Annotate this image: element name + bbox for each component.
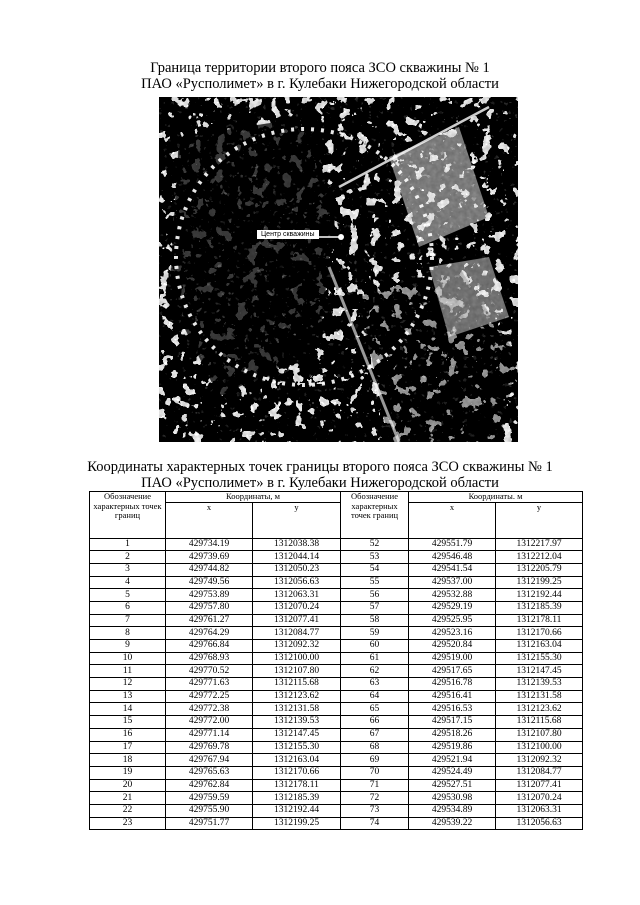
cell-x-right: 429520.84: [409, 640, 496, 653]
cell-x-left: 429751.77: [166, 817, 253, 830]
map-title-line1: Граница территории второго пояса ЗСО скважины № 1: [150, 60, 490, 76]
table-row: [90, 589, 583, 602]
table-title: [0, 459, 640, 491]
cell-x-right: 429525.95: [409, 614, 496, 627]
cell-point-right: 57: [341, 601, 409, 614]
table-row: [90, 817, 583, 830]
table-row: [90, 614, 583, 627]
cell-y-right: 1312107.80: [496, 728, 583, 741]
satellite-map: [159, 97, 518, 442]
cell-point-left: 13: [90, 690, 166, 703]
cell-x-left: 429739.69: [166, 551, 253, 564]
cell-y-left: 1312131.58: [253, 703, 341, 716]
cell-y-left: 1312163.04: [253, 754, 341, 767]
coordinates-table: [89, 491, 583, 830]
table-row: [90, 766, 583, 779]
cell-y-right: 1312077.41: [496, 779, 583, 792]
cell-point-left: 9: [90, 640, 166, 653]
cell-y-left: 1312139.53: [253, 716, 341, 729]
cell-point-right: 65: [341, 703, 409, 716]
cell-y-left: 1312123.62: [253, 690, 341, 703]
table-row: [90, 640, 583, 653]
cell-point-left: 6: [90, 601, 166, 614]
cell-y-left: 1312070.24: [253, 601, 341, 614]
cell-point-left: 22: [90, 804, 166, 817]
table-row: [90, 741, 583, 754]
table-row: [90, 792, 583, 805]
cell-y-right: 1312212.04: [496, 551, 583, 564]
cell-x-left: 429757.80: [166, 601, 253, 614]
cell-point-left: 21: [90, 792, 166, 805]
cell-x-right: 429546.48: [409, 551, 496, 564]
cell-y-left: 1312155.30: [253, 741, 341, 754]
cell-point-right: 55: [341, 576, 409, 589]
cell-x-right: 429519.86: [409, 741, 496, 754]
cell-x-left: 429765.63: [166, 766, 253, 779]
cell-x-right: 429521.94: [409, 754, 496, 767]
map-title: [0, 60, 640, 92]
cell-x-left: 429762.84: [166, 779, 253, 792]
cell-point-left: 4: [90, 576, 166, 589]
cell-x-left: 429761.27: [166, 614, 253, 627]
table-row: [90, 563, 583, 576]
cell-point-right: 58: [341, 614, 409, 627]
cell-y-left: 1312147.45: [253, 728, 341, 741]
cell-point-left: 18: [90, 754, 166, 767]
cell-y-left: 1312178.11: [253, 779, 341, 792]
cell-x-right: 429518.26: [409, 728, 496, 741]
cell-y-left: 1312170.66: [253, 766, 341, 779]
cell-y-left: 1312077.41: [253, 614, 341, 627]
cell-y-left: 1312192.44: [253, 804, 341, 817]
cell-x-left: 429770.52: [166, 665, 253, 678]
cell-x-left: 429772.25: [166, 690, 253, 703]
cell-x-left: 429771.14: [166, 728, 253, 741]
point-header-left: Обозначение характерных точек границ: [90, 492, 166, 539]
cell-y-left: 1312185.39: [253, 792, 341, 805]
table-row: [90, 716, 583, 729]
table-row: [90, 652, 583, 665]
cell-x-right: 429541.54: [409, 563, 496, 576]
table-row: [90, 754, 583, 767]
table-row: [90, 678, 583, 691]
table-row: [90, 728, 583, 741]
cell-point-right: 71: [341, 779, 409, 792]
table-row: [90, 576, 583, 589]
cell-y-left: 1312092.32: [253, 640, 341, 653]
y-header-right: y: [496, 502, 583, 538]
cell-y-right: 1312139.53: [496, 678, 583, 691]
cell-y-right: 1312192.44: [496, 589, 583, 602]
cell-point-left: 20: [90, 779, 166, 792]
cell-point-right: 56: [341, 589, 409, 602]
cell-point-right: 68: [341, 741, 409, 754]
coords-header-right: Координаты. м: [409, 492, 583, 503]
cell-y-right: 1312115.68: [496, 716, 583, 729]
cell-x-left: 429772.38: [166, 703, 253, 716]
cell-point-right: 52: [341, 538, 409, 551]
table-row: [90, 690, 583, 703]
table-row: [90, 665, 583, 678]
cell-x-left: 429749.56: [166, 576, 253, 589]
x-header-left: x: [166, 502, 253, 538]
cell-y-right: 1312178.11: [496, 614, 583, 627]
cell-point-right: 62: [341, 665, 409, 678]
cell-point-left: 11: [90, 665, 166, 678]
table-row: [90, 551, 583, 564]
cell-y-right: 1312217.97: [496, 538, 583, 551]
cell-y-left: 1312056.63: [253, 576, 341, 589]
cell-x-right: 429529.19: [409, 601, 496, 614]
cell-x-right: 429524.49: [409, 766, 496, 779]
cell-x-left: 429753.89: [166, 589, 253, 602]
cell-x-left: 429772.00: [166, 716, 253, 729]
cell-point-right: 70: [341, 766, 409, 779]
cell-y-right: 1312070.24: [496, 792, 583, 805]
cell-y-left: 1312063.31: [253, 589, 341, 602]
cell-point-left: 1: [90, 538, 166, 551]
cell-point-right: 64: [341, 690, 409, 703]
cell-y-right: 1312163.04: [496, 640, 583, 653]
coords-header-left: Координаты, м: [166, 492, 341, 503]
table-row: [90, 804, 583, 817]
cell-y-right: 1312084.77: [496, 766, 583, 779]
cell-y-right: 1312155.30: [496, 652, 583, 665]
cell-x-left: 429766.84: [166, 640, 253, 653]
cell-x-right: 429530.98: [409, 792, 496, 805]
table-title-line1: Координаты характерных точек границы второго пояса ЗСО скважины № 1: [87, 459, 553, 475]
cell-x-right: 429539.22: [409, 817, 496, 830]
cell-point-right: 53: [341, 551, 409, 564]
cell-point-left: 23: [90, 817, 166, 830]
cell-y-right: 1312170.66: [496, 627, 583, 640]
cell-x-left: 429769.78: [166, 741, 253, 754]
cell-x-right: 429537.00: [409, 576, 496, 589]
cell-x-right: 429519.00: [409, 652, 496, 665]
cell-point-left: 7: [90, 614, 166, 627]
cell-y-right: 1312063.31: [496, 804, 583, 817]
cell-point-left: 15: [90, 716, 166, 729]
cell-x-left: 429767.94: [166, 754, 253, 767]
x-header-right: x: [409, 502, 496, 538]
cell-point-right: 69: [341, 754, 409, 767]
cell-x-right: 429516.41: [409, 690, 496, 703]
cell-x-left: 429759.59: [166, 792, 253, 805]
table-title-line2: ПАО «Русполимет» в г. Кулебаки Нижегородской области: [141, 475, 499, 491]
cell-y-left: 1312115.68: [253, 678, 341, 691]
cell-y-right: 1312056.63: [496, 817, 583, 830]
cell-point-right: 74: [341, 817, 409, 830]
cell-point-left: 2: [90, 551, 166, 564]
cell-point-right: 67: [341, 728, 409, 741]
cell-y-right: 1312199.25: [496, 576, 583, 589]
table-row: [90, 627, 583, 640]
table-row: [90, 538, 583, 551]
cell-point-left: 3: [90, 563, 166, 576]
cell-point-left: 19: [90, 766, 166, 779]
cell-x-right: 429534.89: [409, 804, 496, 817]
table-row: [90, 601, 583, 614]
cell-point-right: 54: [341, 563, 409, 576]
cell-point-right: 73: [341, 804, 409, 817]
cell-y-left: 1312100.00: [253, 652, 341, 665]
point-header-right: Обозначение характерных точек границ: [341, 492, 409, 539]
cell-x-left: 429755.90: [166, 804, 253, 817]
cell-point-left: 8: [90, 627, 166, 640]
cell-x-right: 429532.88: [409, 589, 496, 602]
cell-point-left: 17: [90, 741, 166, 754]
cell-x-left: 429744.82: [166, 563, 253, 576]
cell-y-right: 1312100.00: [496, 741, 583, 754]
cell-x-right: 429527.51: [409, 779, 496, 792]
cell-y-left: 1312044.14: [253, 551, 341, 564]
cell-x-right: 429516.78: [409, 678, 496, 691]
table-body: [90, 538, 583, 830]
cell-point-left: 12: [90, 678, 166, 691]
cell-y-left: 1312084.77: [253, 627, 341, 640]
cell-y-right: 1312205.79: [496, 563, 583, 576]
cell-point-right: 66: [341, 716, 409, 729]
cell-point-right: 72: [341, 792, 409, 805]
cell-y-right: 1312131.58: [496, 690, 583, 703]
cell-point-right: 60: [341, 640, 409, 653]
cell-y-right: 1312092.32: [496, 754, 583, 767]
cell-x-left: 429768.93: [166, 652, 253, 665]
cell-point-right: 63: [341, 678, 409, 691]
cell-y-right: 1312185.39: [496, 601, 583, 614]
cell-x-left: 429734.19: [166, 538, 253, 551]
cell-point-left: 5: [90, 589, 166, 602]
cell-point-left: 10: [90, 652, 166, 665]
cell-x-right: 429516.53: [409, 703, 496, 716]
cell-x-right: 429517.15: [409, 716, 496, 729]
table-row: [90, 703, 583, 716]
table-row: [90, 779, 583, 792]
cell-point-left: 16: [90, 728, 166, 741]
cell-y-right: 1312147.45: [496, 665, 583, 678]
cell-x-left: 429764.29: [166, 627, 253, 640]
well-center-label: Центр скважины: [257, 230, 319, 239]
cell-x-left: 429771.63: [166, 678, 253, 691]
cell-point-right: 59: [341, 627, 409, 640]
cell-y-left: 1312107.80: [253, 665, 341, 678]
satellite-image: [159, 97, 518, 442]
cell-x-right: 429517.65: [409, 665, 496, 678]
cell-point-left: 14: [90, 703, 166, 716]
cell-y-right: 1312123.62: [496, 703, 583, 716]
cell-x-right: 429551.79: [409, 538, 496, 551]
cell-point-right: 61: [341, 652, 409, 665]
y-header-left: y: [253, 502, 341, 538]
map-title-line2: ПАО «Русполимет» в г. Кулебаки Нижегородской области: [141, 76, 499, 92]
cell-y-left: 1312050.23: [253, 563, 341, 576]
cell-y-left: 1312199.25: [253, 817, 341, 830]
cell-x-right: 429523.16: [409, 627, 496, 640]
cell-y-left: 1312038.38: [253, 538, 341, 551]
